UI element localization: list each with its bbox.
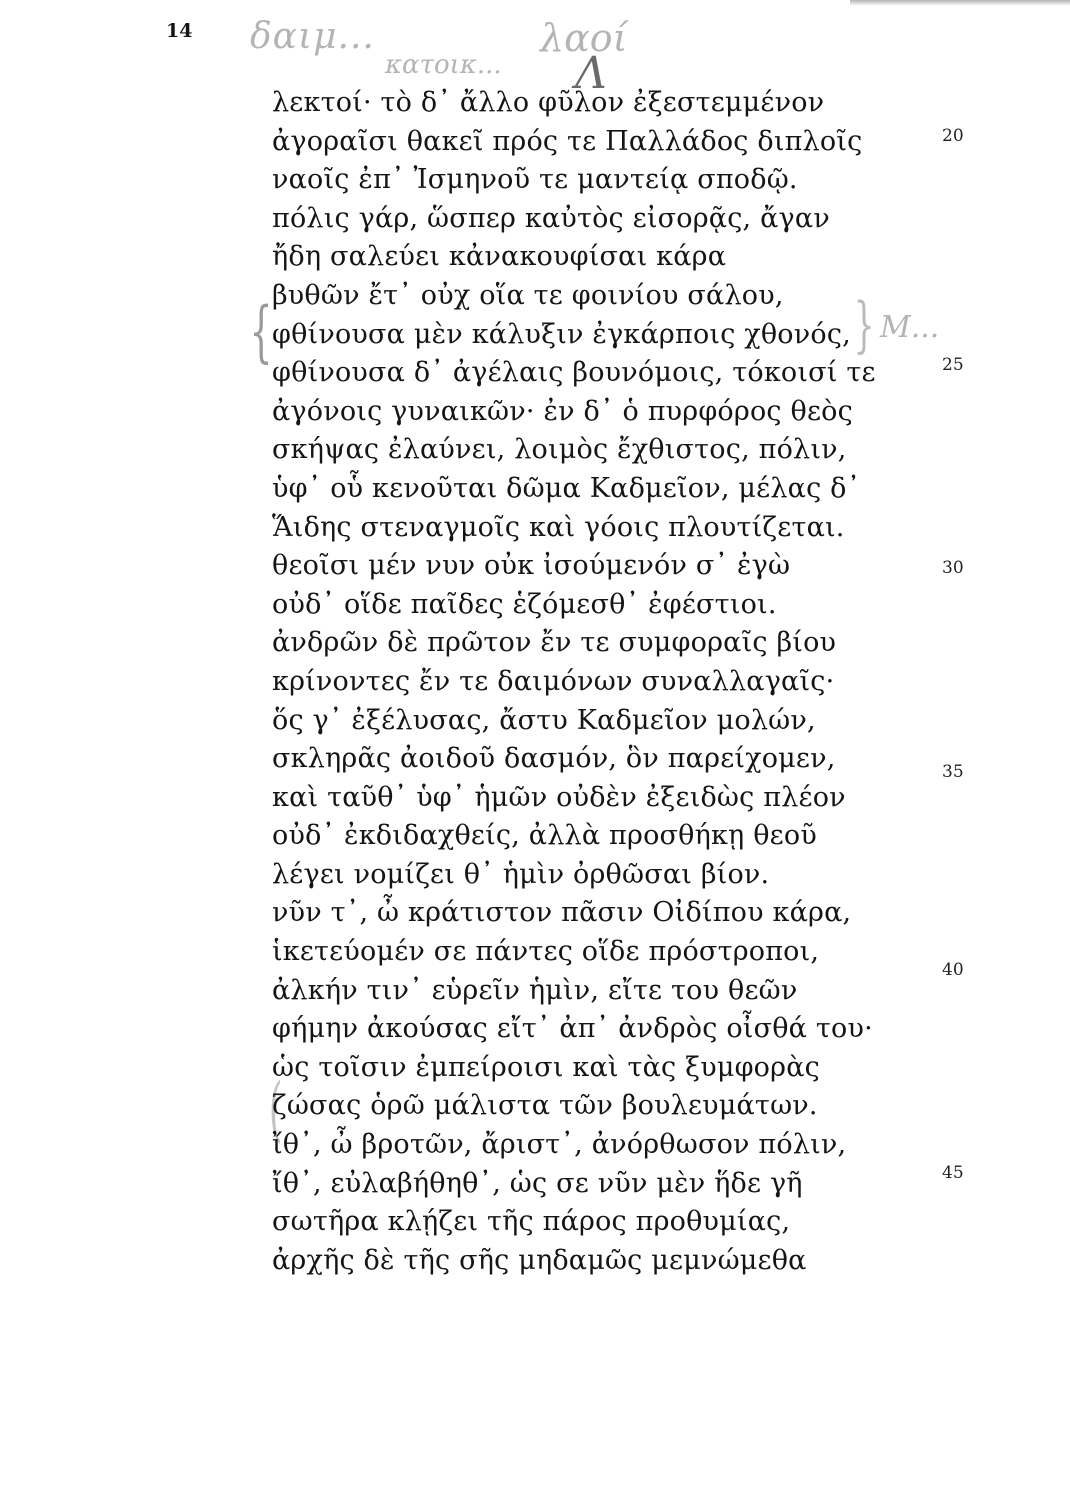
verse-line: σκήψας ἐλαύνει, λοιμὸς ἔχθιστος, πόλιν,: [272, 434, 847, 466]
verse-line: καὶ ταῦθ᾽ ὑφ᾽ ἡμῶν οὐδὲν ἐξειδὼς πλέον: [272, 781, 846, 813]
page-number: 14: [166, 20, 193, 42]
pencil-annotation: κατοικ...: [385, 50, 502, 80]
verse-text: [272, 84, 876, 1280]
pencil-brace-mark: {: [249, 293, 273, 370]
verse-line: φθίνουσα μὲν κάλυξιν ἐγκάρποις χθονός,: [272, 318, 851, 350]
verse-line: θεοῖσι μέν νυν οὐκ ἰσούμενόν σ᾽ ἐγὼ: [272, 550, 791, 582]
verse-line: ὅς γ᾽ ἐξέλυσας, ἄστυ Καδμεῖον μολών,: [272, 704, 816, 736]
verse-line: οὐδ᾽ οἵδε παῖδες ἑζόμεσθ᾽ ἐφέστιοι.: [272, 588, 777, 620]
verse-line: φήμην ἀκούσας εἴτ᾽ ἀπ᾽ ἀνδρὸς οἶσθά του·: [272, 1013, 873, 1045]
verse-line: ἀλκήν τιν᾽ εὑρεῖν ἡμὶν, εἴτε του θεῶν: [272, 974, 798, 1006]
verse-line: Ἅιδης στεναγμοῖς καὶ γόοις πλουτίζεται.: [272, 511, 845, 543]
verse-line: βυθῶν ἔτ᾽ οὐχ οἵα τε φοινίου σάλου,: [272, 279, 784, 311]
verse-line: ὑφ᾽ οὗ κενοῦται δῶμα Καδμεῖον, μέλας δ᾽: [272, 472, 861, 504]
verse-line: ζώσας ὁρῶ μάλιστα τῶν βουλευμάτων.: [272, 1090, 818, 1122]
verse-line: ἤδη σαλεύει κἀνακουφίσαι κάρα: [272, 241, 727, 273]
verse-line: κρίνοντες ἔν τε δαιμόνων συναλλαγαῖς·: [272, 665, 835, 697]
verse-line: νῦν τ᾽, ὦ κράτιστον πᾶσιν Οἰδίπου κάρα,: [272, 897, 852, 929]
line-number: 45: [942, 1163, 964, 1183]
verse-line: λέγει νομίζει θ᾽ ἡμὶν ὀρθῶσαι βίον.: [272, 858, 770, 890]
verse-line: ἀγοραῖσι θακεῖ πρός τε Παλλάδος διπλοῖς: [272, 125, 863, 157]
verse-line: ἀγόνοις γυναικῶν· ἐν δ᾽ ὁ πυρφόρος θεὸς: [272, 395, 853, 427]
verse-line: ὡς τοῖσιν ἐμπείροισι καὶ τὰς ξυμφορὰς: [272, 1051, 820, 1083]
verse-line: σωτῆρα κλῄζει τῆς πάρος προθυμίας,: [272, 1206, 791, 1238]
verse-line: ναοῖς ἐπ᾽ Ἰσμηνοῦ τε μαντείᾳ σποδῷ.: [272, 164, 798, 196]
verse-line: ἴθ᾽, εὐλαβήθηθ᾽, ὡς σε νῦν μὲν ἥδε γῆ: [272, 1167, 803, 1199]
line-number: 30: [942, 558, 964, 578]
pencil-annotation: λαοί: [540, 16, 628, 60]
verse-line: οὐδ᾽ ἐκδιδαχθείς, ἀλλὰ προσθήκῃ θεοῦ: [272, 820, 817, 852]
verse-line: σκληρᾶς ἀοιδοῦ δασμόν, ὃν παρείχομεν,: [272, 743, 836, 775]
line-number: 20: [942, 126, 964, 146]
verse-line: ἀνδρῶν δὲ πρῶτον ἔν τε συμφοραῖς βίου: [272, 627, 837, 659]
pencil-brace-mark: }: [853, 290, 875, 360]
line-number: 25: [942, 355, 964, 375]
verse-line: πόλις γάρ, ὥσπερ καὐτὸς εἰσορᾷς, ἄγαν: [272, 202, 830, 234]
line-number: 35: [942, 762, 964, 782]
verse-line: λεκτοί· τὸ δ᾽ ἄλλο φῦλον ἐξεστεμμένον: [272, 87, 825, 118]
top-edge-rule: [850, 0, 1070, 6]
pencil-annotation: Λ: [575, 48, 607, 99]
verse-line: ἴθ᾽, ὦ βροτῶν, ἄριστ᾽, ἀνόρθωσον πόλιν,: [272, 1129, 847, 1161]
pencil-bracket-mark: (: [268, 1068, 283, 1150]
verse-line: φθίνουσα δ᾽ ἀγέλαις βουνόμοις, τόκοισί τε: [272, 357, 876, 389]
line-number: 40: [942, 960, 964, 980]
verse-line: ἱκετεύομέν σε πάντες οἵδε πρόστροποι,: [272, 936, 820, 968]
pencil-annotation: δαιμ...: [250, 16, 375, 57]
pencil-annotation: Μ...: [880, 310, 940, 345]
verse-line: ἀρχῆς δὲ τῆς σῆς μηδαμῶς μεμνώμεθα: [272, 1244, 807, 1276]
